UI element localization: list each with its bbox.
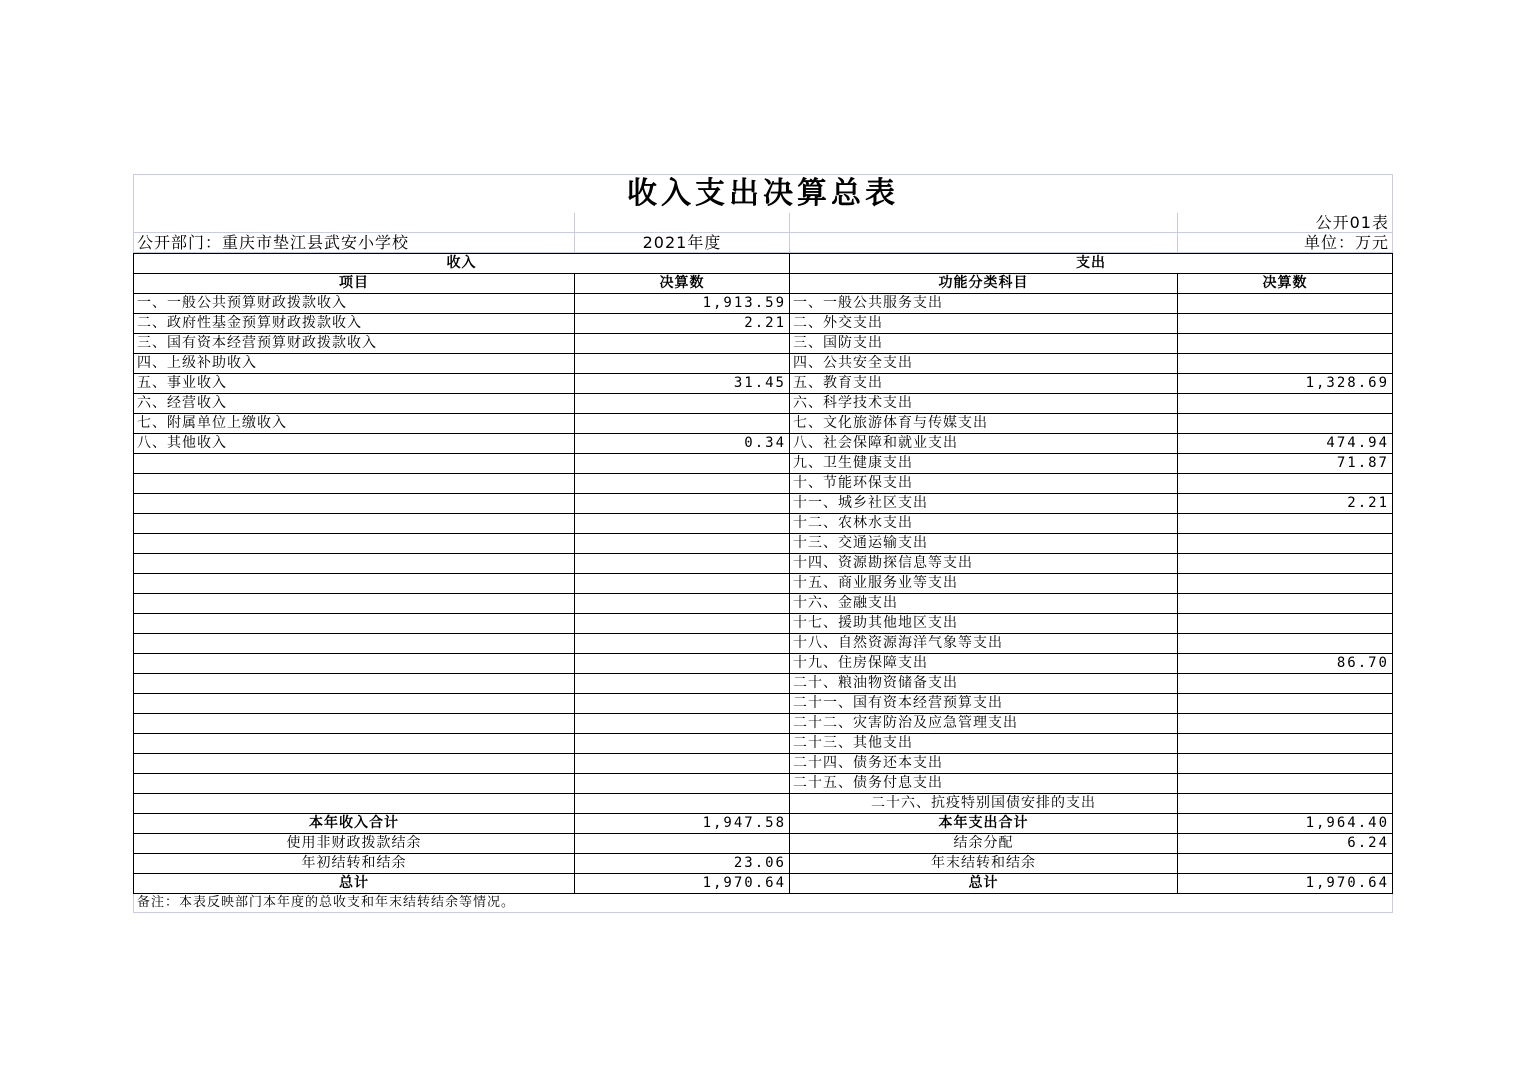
income-amount-cell: 2.21 (575, 314, 790, 334)
income-item-cell (133, 754, 575, 774)
summary-expense-amount: 1,970.64 (1178, 874, 1393, 894)
income-amount-cell (575, 494, 790, 514)
table-row (133, 314, 1393, 334)
report-title: 收入支出决算总表 (627, 176, 899, 211)
expense-item-cell: 二十六、抗疫特别国债安排的支出 (790, 794, 1178, 814)
income-item-cell (133, 594, 575, 614)
expense-item-cell: 二十五、债务付息支出 (790, 774, 1178, 794)
summary-row (133, 814, 1393, 834)
income-amount-cell (575, 794, 790, 814)
form-code-row (133, 213, 1393, 233)
expense-item-cell: 十九、住房保障支出 (790, 654, 1178, 674)
income-item-cell (133, 454, 575, 474)
summary-expense-label: 结余分配 (790, 834, 1178, 854)
unit-label: 单位：万元 (1178, 233, 1393, 253)
expense-amount-cell (1178, 594, 1393, 614)
summary-income-amount: 1,970.64 (575, 874, 790, 894)
income-item-cell (133, 634, 575, 654)
expense-amount-cell (1178, 414, 1393, 434)
income-amount-cell (575, 614, 790, 634)
income-item-cell: 三、国有资本经营预算财政拨款收入 (133, 334, 575, 354)
table-row (133, 754, 1393, 774)
summary-income-amount (575, 834, 790, 854)
expense-item-cell: 十二、农林水支出 (790, 514, 1178, 534)
table-row (133, 674, 1393, 694)
table-row (133, 614, 1393, 634)
table-row (133, 394, 1393, 414)
income-amount-cell (575, 594, 790, 614)
summary-income-label: 总计 (133, 874, 575, 894)
expense-amount-cell: 86.70 (1178, 654, 1393, 674)
expense-item-cell: 四、公共安全支出 (790, 354, 1178, 374)
summary-expense-amount (1178, 854, 1393, 874)
expense-item-cell: 十七、援助其他地区支出 (790, 614, 1178, 634)
income-item-cell (133, 514, 575, 534)
income-amount-cell: 31.45 (575, 374, 790, 394)
summary-income-label: 使用非财政拨款结余 (133, 834, 575, 854)
table-row (133, 594, 1393, 614)
expense-item-cell: 二十、粮油物资储备支出 (790, 674, 1178, 694)
table-row (133, 414, 1393, 434)
table-row (133, 654, 1393, 674)
summary-income-label: 年初结转和结余 (133, 854, 575, 874)
summary-expense-label: 年末结转和结余 (790, 854, 1178, 874)
table-row (133, 474, 1393, 494)
income-section-header: 收入 (133, 254, 790, 274)
meta-row (133, 233, 1393, 253)
income-item-cell: 一、一般公共预算财政拨款收入 (133, 294, 575, 314)
column-header-amount: 决算数 (575, 274, 790, 294)
income-item-cell (133, 654, 575, 674)
expense-item-cell: 十、节能环保支出 (790, 474, 1178, 494)
column-header-function: 功能分类科目 (790, 274, 1178, 294)
summary-income-amount: 23.06 (575, 854, 790, 874)
column-header-row (133, 274, 1393, 294)
income-item-cell (133, 714, 575, 734)
summary-income-amount: 1,947.58 (575, 814, 790, 834)
income-item-cell (133, 474, 575, 494)
expense-amount-cell (1178, 714, 1393, 734)
summary-expense-label: 本年支出合计 (790, 814, 1178, 834)
expense-amount-cell (1178, 734, 1393, 754)
table-row (133, 514, 1393, 534)
expense-item-cell: 十八、自然资源海洋气象等支出 (790, 634, 1178, 654)
expense-amount-cell (1178, 314, 1393, 334)
expense-amount-cell (1178, 614, 1393, 634)
expense-item-cell: 八、社会保障和就业支出 (790, 434, 1178, 454)
table-row (133, 794, 1393, 814)
expense-amount-cell (1178, 634, 1393, 654)
income-item-cell (133, 554, 575, 574)
footnote: 备注：本表反映部门本年度的总收支和年末结转结余等情况。 (133, 894, 1393, 913)
expense-item-cell: 二十四、债务还本支出 (790, 754, 1178, 774)
expense-amount-cell: 474.94 (1178, 434, 1393, 454)
expense-item-cell: 三、国防支出 (790, 334, 1178, 354)
table-row (133, 694, 1393, 714)
expense-item-cell: 二十一、国有资本经营预算支出 (790, 694, 1178, 714)
income-amount-cell (575, 734, 790, 754)
table-row (133, 294, 1393, 314)
income-item-cell (133, 694, 575, 714)
expense-item-cell: 七、文化旅游体育与传媒支出 (790, 414, 1178, 434)
income-item-cell: 七、附属单位上缴收入 (133, 414, 575, 434)
report-table (133, 253, 1393, 894)
title-row (133, 174, 1393, 213)
expense-item-cell: 十一、城乡社区支出 (790, 494, 1178, 514)
summary-body (133, 814, 1393, 894)
department-label: 公开部门：重庆市垫江县武安小学校 (133, 233, 575, 253)
income-amount-cell (575, 334, 790, 354)
fiscal-year: 2021年度 (575, 233, 790, 253)
table-row (133, 634, 1393, 654)
income-amount-cell (575, 674, 790, 694)
income-amount-cell (575, 634, 790, 654)
income-item-cell: 八、其他收入 (133, 434, 575, 454)
expense-item-cell: 十三、交通运输支出 (790, 534, 1178, 554)
report-sheet (133, 174, 1393, 913)
summary-expense-amount: 1,964.40 (1178, 814, 1393, 834)
income-amount-cell (575, 714, 790, 734)
income-amount-cell (575, 354, 790, 374)
expense-item-cell: 十五、商业服务业等支出 (790, 574, 1178, 594)
income-amount-cell: 0.34 (575, 434, 790, 454)
expense-amount-cell (1178, 394, 1393, 414)
income-amount-cell (575, 554, 790, 574)
table-row (133, 714, 1393, 734)
expense-item-cell: 二十三、其他支出 (790, 734, 1178, 754)
income-item-cell: 四、上级补助收入 (133, 354, 575, 374)
income-item-cell (133, 734, 575, 754)
form-code: 公开01表 (1178, 213, 1393, 233)
table-row (133, 734, 1393, 754)
expense-section-header: 支出 (790, 254, 1393, 274)
summary-expense-label: 总计 (790, 874, 1178, 894)
expense-amount-cell (1178, 534, 1393, 554)
section-header-row (133, 254, 1393, 274)
expense-item-cell: 十四、资源勘探信息等支出 (790, 554, 1178, 574)
table-row (133, 374, 1393, 394)
income-amount-cell (575, 454, 790, 474)
summary-row (133, 834, 1393, 854)
income-item-cell (133, 614, 575, 634)
income-amount-cell (575, 394, 790, 414)
expense-amount-cell (1178, 674, 1393, 694)
expense-amount-cell (1178, 334, 1393, 354)
income-amount-cell (575, 514, 790, 534)
table-row (133, 334, 1393, 354)
expense-item-cell: 六、科学技术支出 (790, 394, 1178, 414)
expense-amount-cell (1178, 694, 1393, 714)
income-item-cell (133, 574, 575, 594)
expense-amount-cell (1178, 294, 1393, 314)
income-amount-cell (575, 774, 790, 794)
column-header-item: 项目 (133, 274, 575, 294)
income-item-cell: 六、经营收入 (133, 394, 575, 414)
table-row (133, 354, 1393, 374)
income-amount-cell (575, 574, 790, 594)
income-item-cell: 二、政府性基金预算财政拨款收入 (133, 314, 575, 334)
table-row (133, 434, 1393, 454)
expense-amount-cell (1178, 474, 1393, 494)
expense-amount-cell: 2.21 (1178, 494, 1393, 514)
expense-item-cell: 二十二、灾害防治及应急管理支出 (790, 714, 1178, 734)
table-body (133, 294, 1393, 814)
income-amount-cell (575, 694, 790, 714)
expense-amount-cell (1178, 574, 1393, 594)
expense-item-cell: 十六、金融支出 (790, 594, 1178, 614)
table-row (133, 554, 1393, 574)
summary-income-label: 本年收入合计 (133, 814, 575, 834)
income-item-cell (133, 494, 575, 514)
expense-item-cell: 五、教育支出 (790, 374, 1178, 394)
expense-amount-cell: 1,328.69 (1178, 374, 1393, 394)
income-item-cell (133, 534, 575, 554)
income-item-cell (133, 774, 575, 794)
income-amount-cell (575, 414, 790, 434)
expense-amount-cell (1178, 354, 1393, 374)
income-item-cell (133, 674, 575, 694)
table-row (133, 574, 1393, 594)
expense-amount-cell (1178, 774, 1393, 794)
table-row (133, 774, 1393, 794)
income-amount-cell (575, 754, 790, 774)
expense-item-cell: 二、外交支出 (790, 314, 1178, 334)
table-row (133, 494, 1393, 514)
expense-item-cell: 九、卫生健康支出 (790, 454, 1178, 474)
expense-amount-cell (1178, 554, 1393, 574)
column-header-amount2: 决算数 (1178, 274, 1393, 294)
expense-item-cell: 一、一般公共服务支出 (790, 294, 1178, 314)
income-amount-cell: 1,913.59 (575, 294, 790, 314)
summary-row (133, 854, 1393, 874)
table-row (133, 454, 1393, 474)
expense-amount-cell (1178, 754, 1393, 774)
income-amount-cell (575, 474, 790, 494)
expense-amount-cell (1178, 794, 1393, 814)
summary-row (133, 874, 1393, 894)
summary-expense-amount: 6.24 (1178, 834, 1393, 854)
income-amount-cell (575, 534, 790, 554)
income-item-cell: 五、事业收入 (133, 374, 575, 394)
table-row (133, 534, 1393, 554)
expense-amount-cell: 71.87 (1178, 454, 1393, 474)
income-item-cell (133, 794, 575, 814)
expense-amount-cell (1178, 514, 1393, 534)
income-amount-cell (575, 654, 790, 674)
